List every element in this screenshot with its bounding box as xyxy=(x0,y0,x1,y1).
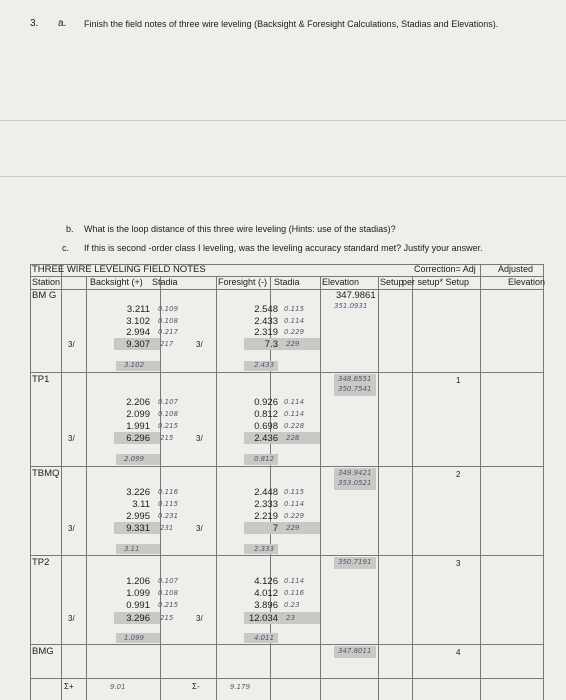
part-a-text: Finish the field notes of three wire leveling (Backsight & Foresight Calculations, Stadias and Elevations). xyxy=(84,19,499,29)
per-setup-header: per setup* Setup xyxy=(402,277,470,287)
fs-stadia-hand: 0.116 xyxy=(284,589,305,597)
setup-header: Setup xyxy=(380,277,404,287)
fs-reading: 0.926 xyxy=(254,397,278,408)
fs-sum: 2.436 xyxy=(254,433,278,444)
divisor-label: 3/ xyxy=(196,434,203,443)
fs-reading: 2.548 xyxy=(254,304,278,315)
bs-sum: 9.307 xyxy=(126,339,150,350)
fs-stadia-hand: 0.229 xyxy=(284,512,305,520)
bs-mean-hand: 1.099 xyxy=(124,634,145,642)
fs-reading: 4.126 xyxy=(254,576,278,587)
bs-stadia-hand: 0.108 xyxy=(158,410,179,418)
fs-sum: 7.3 xyxy=(264,339,278,350)
fs-stadia-hand: 229 xyxy=(286,340,300,348)
bs-reading: 3.102 xyxy=(126,316,150,327)
bs-reading: 1.206 xyxy=(126,576,150,587)
bs-sum: 6.296 xyxy=(126,433,150,444)
part-b-letter: b. xyxy=(66,224,74,234)
bs-stadia-hand: 0.215 xyxy=(158,422,179,430)
divisor-label: 3/ xyxy=(196,524,203,533)
fs-mean-hand: 2.433 xyxy=(254,361,275,369)
backsight-header: Backsight (+) xyxy=(90,277,143,287)
part-c-letter: c. xyxy=(62,243,70,253)
elevation-hand: 353.0521 xyxy=(338,479,372,487)
foresight-header: Foresight (-) xyxy=(218,277,268,287)
station-tp2: TP2 xyxy=(32,557,50,568)
fs-reading: 4.012 xyxy=(254,588,278,599)
fs-stadia-hand: 0.115 xyxy=(284,305,305,313)
bs-stadia-hand: 0.107 xyxy=(158,398,179,406)
fs-reading: 2.333 xyxy=(254,499,278,510)
adjusted-header: Adjusted xyxy=(498,264,534,274)
fs-reading: 2.448 xyxy=(254,487,278,498)
bs-stadia-hand: 0.108 xyxy=(158,589,179,597)
fs-stadia-hand: 228 xyxy=(286,434,300,442)
fs-mean-hand: 4.011 xyxy=(254,634,275,642)
bs-sum: 9.331 xyxy=(126,523,150,534)
fs-reading: 0.812 xyxy=(254,409,278,420)
bs-mean-hand: 2.099 xyxy=(124,455,145,463)
fs-sum: 7 xyxy=(272,523,278,534)
setup-number: 4 xyxy=(456,648,461,657)
divisor-label: 3/ xyxy=(196,340,203,349)
part-c-text: If this is second -order class I leveling, was the leveling accuracy standard met? Justify your answer. xyxy=(84,243,483,253)
correction-header: Correction= Adj xyxy=(414,264,476,274)
bs-stadia-hand: 0.107 xyxy=(158,577,179,585)
elevation-hand: 347.8011 xyxy=(338,647,372,655)
fs-reading: 3.896 xyxy=(254,600,278,611)
bs-sum: 3.296 xyxy=(126,613,150,624)
divisor-label: 3/ xyxy=(68,340,75,349)
setup-number: 1 xyxy=(456,376,461,385)
sum-plus-label: Σ+ xyxy=(64,682,74,691)
sum-fs-hand: 9.179 xyxy=(230,683,251,691)
bs-stadia-hand: 0.115 xyxy=(158,500,179,508)
fs-mean-hand: 0.812 xyxy=(254,455,275,463)
elevation-hand: 349.9421 xyxy=(338,469,372,477)
station-start: BM G xyxy=(32,290,57,301)
fs-stadia-hand: 0.114 xyxy=(284,398,305,406)
fs-stadia-hand: 0.115 xyxy=(284,488,305,496)
fs-stadia-hand: 0.114 xyxy=(284,410,305,418)
bs-reading: 1.099 xyxy=(126,588,150,599)
bs-reading: 3.226 xyxy=(126,487,150,498)
bs-mean-hand: 3.11 xyxy=(124,545,140,553)
start-elevation: 347.9861 xyxy=(336,290,376,301)
field-notes-table xyxy=(30,264,544,700)
fs-reading: 2.219 xyxy=(254,511,278,522)
bs-stadia-hand: 231 xyxy=(160,524,174,532)
adj-elevation-header: Elevation xyxy=(508,277,546,287)
divisor-label: 3/ xyxy=(68,434,75,443)
bs-stadia-hand: 217 xyxy=(160,340,174,348)
station-tp1: TP1 xyxy=(32,374,50,385)
ruled-line xyxy=(0,176,566,177)
fs-mean-hand: 2.333 xyxy=(254,545,275,553)
part-b-text: What is the loop distance of this three wire leveling (Hints: use of the stadias)? xyxy=(84,224,396,234)
bs-reading: 3.211 xyxy=(126,304,150,315)
fs-stadia-hand: 0.23 xyxy=(284,601,300,609)
bs-stadia-hand: 0.116 xyxy=(158,488,179,496)
bs-reading: 2.994 xyxy=(126,327,150,338)
bs-stadia-header: Stadia xyxy=(152,277,178,287)
bs-stadia-hand: 215 xyxy=(160,614,174,622)
fs-reading: 0.698 xyxy=(254,421,278,432)
fs-stadia-hand: 0.228 xyxy=(284,422,305,430)
ruled-line xyxy=(0,120,566,121)
fs-stadia-header: Stadia xyxy=(274,277,300,287)
bs-reading: 0.991 xyxy=(126,600,150,611)
fs-reading: 2.319 xyxy=(254,327,278,338)
station-bmg: BMG xyxy=(32,646,54,657)
sum-minus-label: Σ- xyxy=(192,682,200,691)
bs-stadia-hand: 0.231 xyxy=(158,512,179,520)
bs-reading: 2.995 xyxy=(126,511,150,522)
elevation-hand: 348.6551 xyxy=(338,375,372,383)
bs-stadia-hand: 0.215 xyxy=(158,601,179,609)
setup-number: 2 xyxy=(456,470,461,479)
station-header: Station xyxy=(32,277,61,287)
divisor-label: 3/ xyxy=(196,614,203,623)
fs-stadia-hand: 0.114 xyxy=(284,317,305,325)
bs-mean-hand: 3.102 xyxy=(124,361,145,369)
part-a-letter: a. xyxy=(58,18,67,29)
question-number: 3. xyxy=(30,18,39,29)
fs-stadia-hand: 23 xyxy=(286,614,295,622)
fs-reading: 2.433 xyxy=(254,316,278,327)
bs-stadia-hand: 0.217 xyxy=(158,328,179,336)
elevation-header: Elevation xyxy=(322,277,360,287)
bs-reading: 2.099 xyxy=(126,409,150,420)
setup-number: 3 xyxy=(456,559,461,568)
fs-stadia-hand: 0.229 xyxy=(284,328,305,336)
elevation-hand: 350.7191 xyxy=(338,558,372,566)
elevation-hand: 350.7541 xyxy=(338,385,372,393)
station-tbmq: TBMQ xyxy=(32,468,60,479)
bs-stadia-hand: 0.108 xyxy=(158,317,179,325)
fs-stadia-hand: 0.114 xyxy=(284,577,305,585)
divisor-label: 3/ xyxy=(68,614,75,623)
divisor-label: 3/ xyxy=(68,524,75,533)
bs-stadia-hand: 0.109 xyxy=(158,305,179,313)
sum-bs-hand: 9.01 xyxy=(110,683,126,691)
bs-reading: 1.991 xyxy=(126,421,150,432)
start-elevation-hand: 351.0931 xyxy=(334,302,368,310)
bs-reading: 3.11 xyxy=(132,499,150,510)
fs-stadia-hand: 0.114 xyxy=(284,500,305,508)
bs-reading: 2.206 xyxy=(126,397,150,408)
bs-stadia-hand: 215 xyxy=(160,434,174,442)
fs-stadia-hand: 229 xyxy=(286,524,300,532)
table-title: THREE WIRE LEVELING FIELD NOTES xyxy=(32,264,206,275)
fs-sum: 12.034 xyxy=(248,613,278,624)
